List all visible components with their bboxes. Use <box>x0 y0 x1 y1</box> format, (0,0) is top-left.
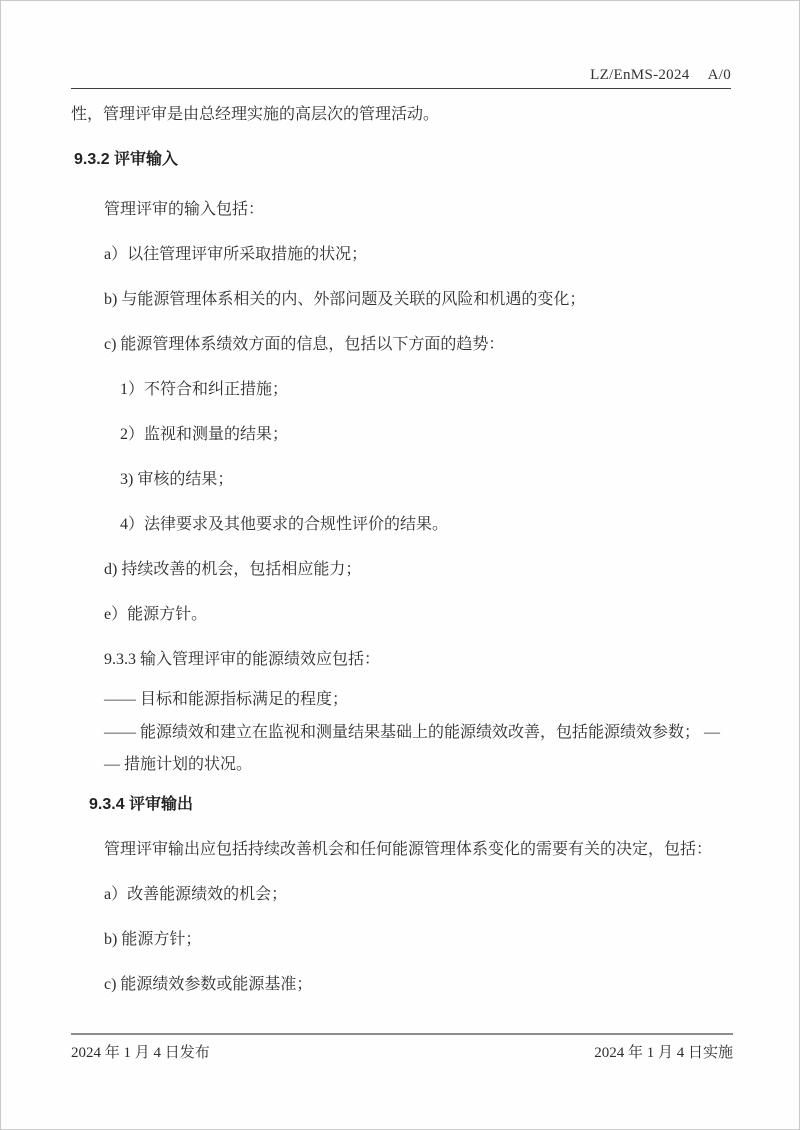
list-item-e: e）能源方针。 <box>104 606 208 623</box>
paragraph-review-inputs: 管理评审的输入包括： <box>104 201 265 218</box>
clause-9-3-3: 9.3.3 输入管理评审的能源绩效应包括： <box>104 651 381 668</box>
dash-item-2: —— 能源绩效和建立在监视和测量结果基础上的能源绩效改善，包括能源绩效参数； — <box>104 724 721 741</box>
sub-list-item-2: 2）监视和测量的结果； <box>120 426 289 443</box>
section-heading-9-3-2: 9.3.2 评审输入 <box>74 151 179 168</box>
footer-rule <box>71 1033 733 1035</box>
page-header <box>71 67 731 84</box>
sub-list-item-1: 1）不符合和纠正措施； <box>120 381 289 398</box>
implement-date: 2024 年 1 月 4 日实施 <box>594 1045 733 1061</box>
revision-code: A/0 <box>707 67 731 83</box>
dash-item-2-continuation: — 措施计划的状况。 <box>104 756 253 773</box>
list-item-b: b) 与能源管理体系相关的内、外部问题及关联的风险和机遇的变化； <box>104 291 586 308</box>
page-footer <box>71 1041 733 1062</box>
section-heading-9-3-4: 9.3.4 评审输出 <box>89 796 194 813</box>
list-item-a: a）以往管理评审所采取措施的状况； <box>104 246 368 263</box>
output-list-item-c: c) 能源绩效参数或能源基准； <box>104 976 313 993</box>
output-list-item-a: a）改善能源绩效的机会； <box>104 886 288 903</box>
header-rule <box>71 88 731 89</box>
paragraph-review-outputs: 管理评审输出应包括持续改善机会和任何能源管理体系变化的需要有关的决定，包括： <box>104 841 713 858</box>
list-item-d: d) 持续改善的机会，包括相应能力； <box>104 561 362 578</box>
output-list-item-b: b) 能源方针； <box>104 931 202 948</box>
paragraph-continuation: 性，管理评审是由总经理实施的高层次的管理活动。 <box>71 106 440 123</box>
document-code: LZ/EnMS-2024 <box>590 67 690 83</box>
sub-list-item-4: 4）法律要求及其他要求的合规性评价的结果。 <box>120 516 449 533</box>
dash-item-1: —— 目标和能源指标满足的程度； <box>104 691 349 708</box>
document-body <box>71 104 735 995</box>
sub-list-item-3: 3) 审核的结果； <box>120 471 234 488</box>
release-date: 2024 年 1 月 4 日发布 <box>71 1045 210 1061</box>
list-item-c: c) 能源管理体系绩效方面的信息，包括以下方面的趋势： <box>104 336 505 353</box>
